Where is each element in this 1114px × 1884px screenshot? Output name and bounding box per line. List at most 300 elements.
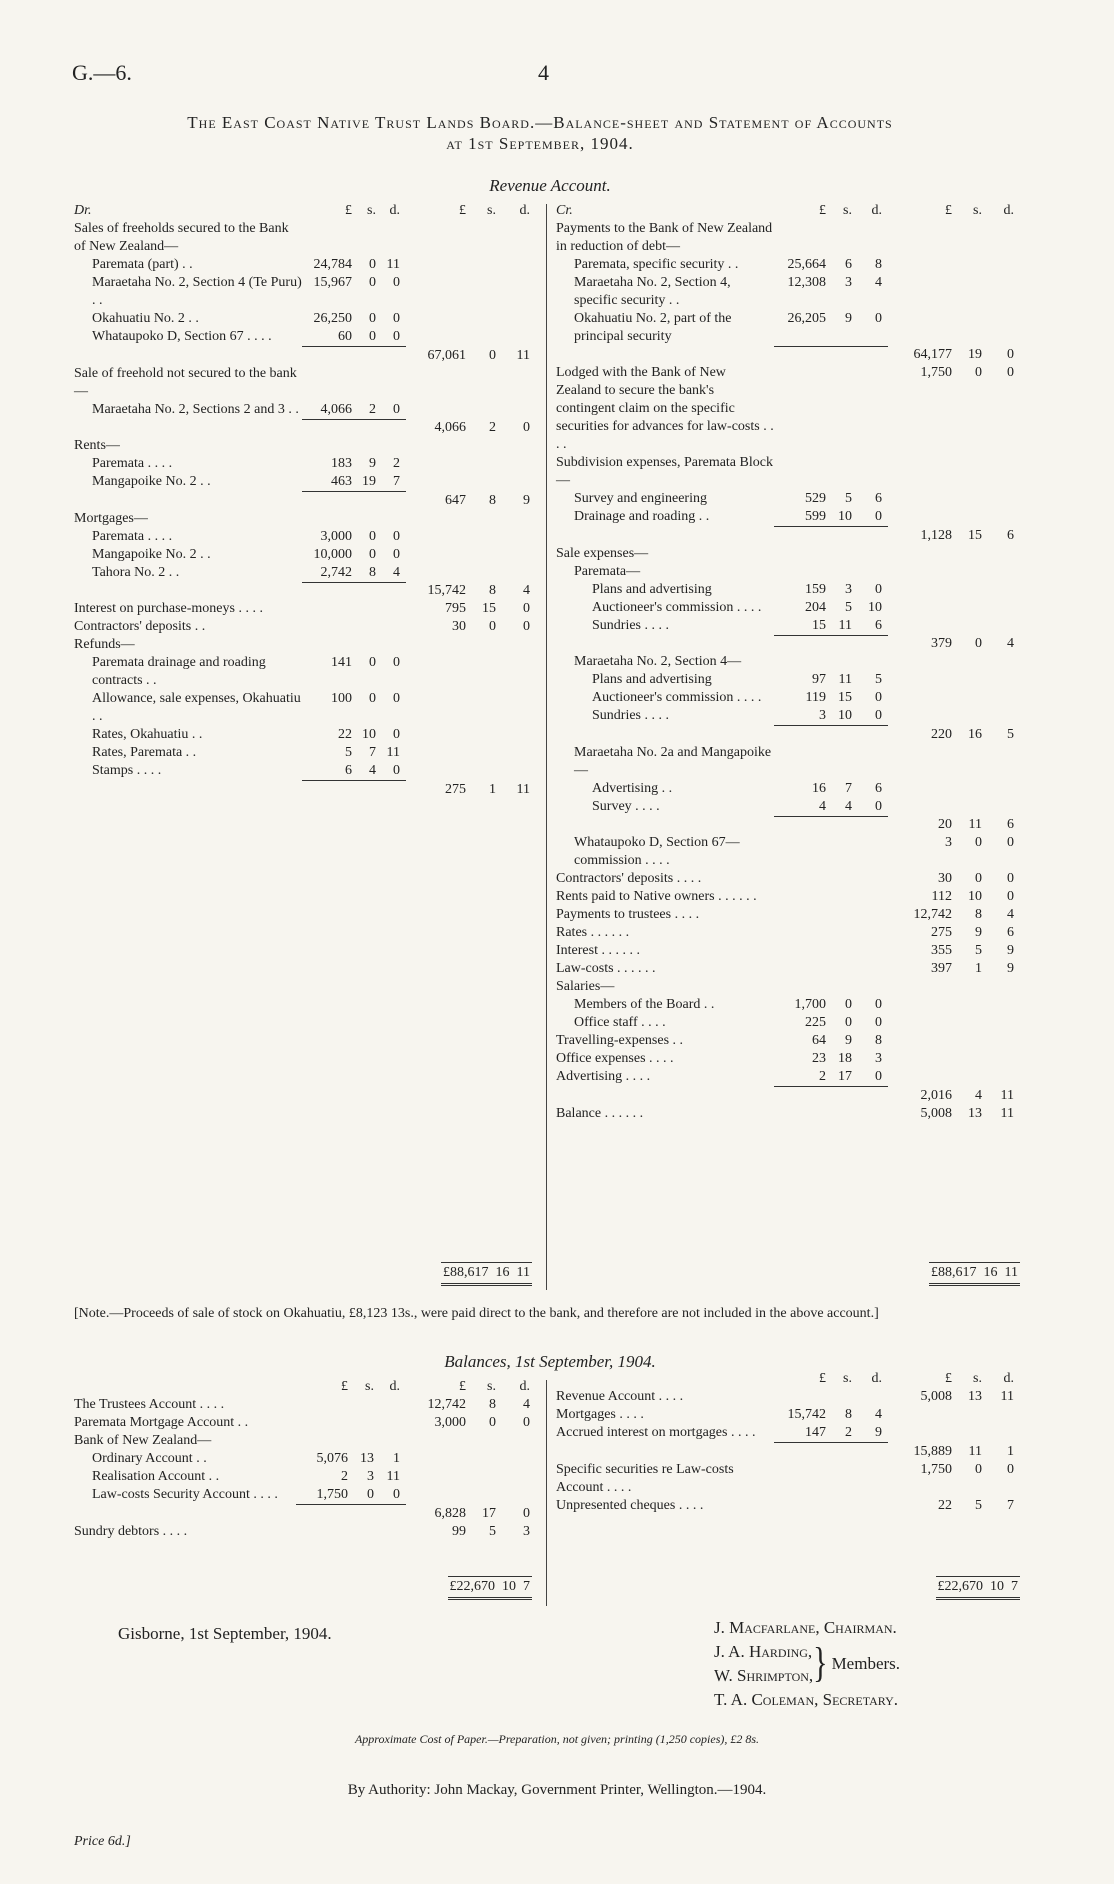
col-shillings: s. <box>973 203 982 218</box>
inner-amount: 1 <box>393 1451 400 1466</box>
inner-amount <box>858 906 888 924</box>
inner-amount <box>774 364 832 454</box>
outer-amount <box>888 798 958 817</box>
table-row <box>556 635 1020 653</box>
inner-amount <box>302 437 358 455</box>
table-row <box>556 310 1020 346</box>
inner-amount: 3,000 <box>320 528 352 544</box>
inner-amount <box>858 888 888 906</box>
table-row <box>74 401 536 420</box>
inner-amount <box>832 1105 858 1123</box>
table-row <box>74 528 536 546</box>
note-paragraph: [Note.—Proceeds of sale of stock on Okahuatiu, £8,123 13s., were paid direct to the bank, and therefore are not included in the above account.] <box>74 1306 879 1321</box>
signature-secretary: T. A. Coleman, Secretary. <box>714 1690 899 1709</box>
inner-amount <box>858 1105 888 1123</box>
inner-amount: 10 <box>362 727 376 742</box>
inner-amount: 4 <box>358 762 382 781</box>
outer-amount <box>502 437 536 455</box>
outer-amount: 220 <box>931 726 952 742</box>
inner-amount: 9 <box>832 310 858 346</box>
col-pence: d. <box>519 1379 530 1394</box>
inner-amount <box>774 653 832 671</box>
row-label: Mortgages . . . . <box>556 1407 644 1422</box>
row-label: Law-costs Security Account . . . . <box>92 1487 278 1502</box>
table-row <box>74 347 536 365</box>
table-row <box>74 510 536 528</box>
inner-amount <box>302 618 358 636</box>
outer-amount <box>988 581 1020 599</box>
inner-amount: 4 <box>832 798 858 817</box>
outer-amount <box>502 690 536 726</box>
inner-amount <box>858 1388 888 1406</box>
row-label: Maraetaha No. 2, Section 4— <box>574 654 742 669</box>
inner-amount <box>354 1414 380 1432</box>
outer-amount <box>406 1432 472 1450</box>
table-row <box>74 582 536 600</box>
table-row <box>556 726 1020 744</box>
table-row <box>556 744 1020 780</box>
row-label: Maraetaha No. 2, Sections 2 and 3 . . <box>92 401 299 417</box>
outer-amount <box>472 744 502 762</box>
row-label: Paremata . . . . <box>92 456 173 471</box>
outer-amount: 67,061 <box>427 347 466 363</box>
outer-amount: 4 <box>1007 636 1014 651</box>
inner-amount: 0 <box>369 257 376 272</box>
inner-amount <box>858 978 888 996</box>
row-label: Paremata . . . . <box>92 528 173 544</box>
table-row <box>74 1505 536 1523</box>
table-row <box>556 527 1020 545</box>
inner-amount <box>358 419 382 437</box>
inner-amount <box>832 1443 858 1461</box>
outer-amount <box>472 510 502 528</box>
outer-amount: 11 <box>516 781 530 797</box>
outer-amount <box>988 689 1020 707</box>
col-pence: d. <box>1003 1371 1014 1386</box>
inner-amount: 0 <box>393 311 400 326</box>
inner-amount <box>774 220 832 256</box>
inner-amount: 22 <box>338 727 352 742</box>
outer-amount: 2 <box>489 420 496 435</box>
outer-amount <box>502 1432 536 1450</box>
row-label: Rents— <box>74 438 120 453</box>
col-pound: £ <box>945 1371 952 1386</box>
table-row <box>556 454 1020 490</box>
inner-amount <box>774 635 832 653</box>
price: Price 6d.] <box>74 1834 131 1849</box>
inner-amount <box>382 636 406 654</box>
table-row <box>74 546 536 564</box>
outer-amount <box>888 780 958 798</box>
table-row <box>556 364 1020 454</box>
outer-amount <box>888 581 958 599</box>
outer-amount: 795 <box>445 601 466 616</box>
table-row <box>556 978 1020 996</box>
table-row <box>556 816 1020 834</box>
outer-amount <box>406 256 472 274</box>
outer-amount: 1 <box>975 961 982 976</box>
outer-amount <box>472 401 502 420</box>
row-label <box>556 816 774 834</box>
inner-amount: 10 <box>832 707 858 726</box>
table-row <box>556 653 1020 671</box>
inner-amount: 0 <box>875 581 882 597</box>
inner-amount <box>832 635 858 653</box>
outer-amount: 0 <box>975 636 982 651</box>
row-label: Mangapoike No. 2 . . <box>92 546 211 562</box>
outer-amount: 8 <box>489 1397 496 1412</box>
outer-amount: 22 <box>938 1497 952 1513</box>
inner-amount: 2 <box>358 401 382 420</box>
table-row <box>556 1388 1020 1406</box>
table-row <box>556 1461 1020 1497</box>
inner-amount <box>382 220 406 256</box>
inner-amount: 4,066 <box>302 401 358 420</box>
row-label: Auctioneer's commission . . . . <box>592 599 762 615</box>
row-label: Paremata drainage and roading contracts . . <box>92 655 266 688</box>
inner-amount: 0 <box>875 690 882 705</box>
inner-amount: 6 <box>875 780 882 796</box>
col-pound: £ <box>459 1379 466 1394</box>
table-row <box>74 1486 536 1505</box>
inner-amount: 141 <box>331 655 352 670</box>
inner-amount <box>832 346 858 364</box>
inner-amount: 11 <box>386 745 400 760</box>
outer-amount: 16 <box>968 726 982 742</box>
revenue-debit-side <box>74 202 536 799</box>
col-pound: £ <box>345 203 352 218</box>
inner-amount <box>358 600 382 618</box>
title-line-1: The East Coast Native Trust Lands Board.—Balance-sheet and Statement of Accounts <box>187 113 893 132</box>
inner-amount: 11 <box>386 1469 400 1484</box>
inner-amount: 0 <box>382 762 406 781</box>
inner-amount <box>832 942 858 960</box>
inner-amount: 8 <box>845 1407 852 1422</box>
outer-amount <box>958 978 988 996</box>
row-label: Advertising . . <box>592 780 673 796</box>
outer-amount: 17 <box>482 1505 496 1521</box>
row-label: Mangapoike No. 2 . . <box>92 474 211 489</box>
col-pence: d. <box>389 203 400 218</box>
title-line-2: at 1st September, 1904. <box>446 134 634 153</box>
inner-amount <box>858 942 888 960</box>
printer-authority: By Authority: John Mackay, Government Printer, Wellington.—1904. <box>347 1782 767 1798</box>
inner-amount <box>382 492 406 510</box>
inner-amount: 19 <box>358 473 382 492</box>
inner-amount: 3 <box>845 275 852 290</box>
outer-amount: 379 <box>931 636 952 651</box>
outer-amount: 1,128 <box>920 527 952 543</box>
total-pounds: £22,670 <box>937 1579 983 1594</box>
inner-amount <box>296 1414 354 1432</box>
outer-amount <box>958 220 988 256</box>
inner-amount <box>832 744 858 780</box>
col-shillings: s. <box>487 203 496 218</box>
row-label: Mortgages— <box>74 510 148 526</box>
outer-amount: 5 <box>1007 726 1014 742</box>
outer-amount <box>988 274 1020 310</box>
inner-amount: 12,308 <box>787 275 826 290</box>
outer-amount: 13 <box>968 1105 982 1121</box>
table-row <box>74 1396 536 1414</box>
balances-right-total <box>900 1576 1020 1600</box>
outer-amount <box>472 274 502 310</box>
outer-amount: 4 <box>975 1087 982 1103</box>
outer-amount: 5 <box>975 1497 982 1513</box>
outer-amount <box>472 256 502 274</box>
outer-amount: 0 <box>489 347 496 363</box>
outer-amount: 8 <box>975 907 982 922</box>
inner-amount <box>358 220 382 256</box>
inner-amount: 64 <box>812 1033 826 1048</box>
table-row <box>74 564 536 583</box>
outer-amount <box>406 220 472 256</box>
table-row <box>74 1468 536 1486</box>
outer-amount: 647 <box>445 492 466 508</box>
row-label: Rates, Paremata . . <box>92 745 197 760</box>
row-label: Sundries . . . . <box>592 617 669 633</box>
outer-amount: 0 <box>975 871 982 886</box>
inner-amount: 5 <box>845 491 852 506</box>
inner-amount <box>302 419 358 437</box>
outer-amount <box>958 780 988 798</box>
outer-amount: 3,000 <box>434 1415 466 1430</box>
col-pence: d. <box>519 203 530 218</box>
inner-amount <box>302 365 358 401</box>
outer-amount <box>406 310 472 328</box>
outer-amount: 0 <box>523 420 530 435</box>
inner-amount: 4 <box>875 1407 882 1422</box>
row-label: Travelling-expenses . . <box>556 1033 684 1048</box>
total-pence: 11 <box>516 1265 530 1280</box>
outer-amount <box>472 473 502 492</box>
inner-amount: 2 <box>393 456 400 471</box>
table-row <box>556 906 1020 924</box>
outer-amount: 6,828 <box>434 1505 466 1521</box>
inner-amount <box>358 510 382 528</box>
inner-amount <box>382 600 406 618</box>
outer-amount <box>502 365 536 401</box>
outer-amount: 0 <box>1007 889 1014 904</box>
table-row <box>74 274 536 310</box>
outer-amount <box>988 707 1020 726</box>
outer-amount <box>988 220 1020 256</box>
table-row <box>556 924 1020 942</box>
total-shillings: 16 <box>983 1265 998 1280</box>
total-shillings: 10 <box>990 1579 1004 1594</box>
outer-amount: 0 <box>489 619 496 634</box>
outer-amount <box>472 310 502 328</box>
outer-amount <box>406 744 472 762</box>
signature-chairman: J. Macfarlane, Chairman. <box>714 1618 897 1637</box>
inner-amount <box>774 834 832 870</box>
outer-amount <box>406 455 472 473</box>
outer-amount: 12,742 <box>913 907 952 922</box>
inner-amount <box>774 1461 832 1497</box>
inner-amount <box>774 744 832 780</box>
inner-amount <box>774 346 832 364</box>
inner-amount <box>774 870 832 888</box>
row-label: Paremata, specific security . . <box>574 257 739 272</box>
outer-amount: 5,008 <box>920 1105 952 1121</box>
outer-amount <box>958 454 988 490</box>
table-row <box>74 1414 536 1432</box>
outer-amount: 15,742 <box>427 583 466 598</box>
table-row <box>556 960 1020 978</box>
signature-member: W. Shrimpton, <box>714 1666 814 1685</box>
outer-amount <box>502 473 536 492</box>
inner-amount: 0 <box>393 655 400 670</box>
table-row <box>74 365 536 401</box>
inner-amount <box>354 1432 380 1450</box>
row-label: Ordinary Account . . <box>92 1451 207 1466</box>
inner-amount: 183 <box>331 456 352 471</box>
inner-amount <box>858 924 888 942</box>
signature-member: J. A. Harding, <box>714 1642 813 1661</box>
outer-amount <box>472 437 502 455</box>
outer-amount <box>958 310 988 346</box>
table-row <box>74 437 536 455</box>
row-label: Payments to the Bank of New Zealand in reduction of debt— <box>556 221 773 254</box>
outer-amount <box>958 545 988 563</box>
inner-amount: 16 <box>812 780 826 796</box>
inner-amount: 0 <box>369 311 376 326</box>
inner-amount <box>858 346 888 364</box>
outer-amount <box>406 1468 472 1486</box>
inner-amount <box>832 527 858 545</box>
table-row <box>556 220 1020 256</box>
outer-amount: 15,889 <box>913 1443 952 1459</box>
outer-amount: 2,016 <box>920 1087 952 1103</box>
outer-amount <box>406 510 472 528</box>
table-row <box>556 1105 1020 1123</box>
outer-amount <box>406 654 472 690</box>
inner-amount: 5,076 <box>316 1451 348 1466</box>
table-row <box>74 654 536 690</box>
inner-amount <box>380 1414 406 1432</box>
row-label: Subdivision expenses, Paremata Block— <box>556 455 773 488</box>
inner-amount: 8 <box>358 564 382 583</box>
outer-amount <box>988 798 1020 817</box>
outer-amount <box>988 617 1020 636</box>
inner-amount <box>858 364 888 454</box>
table-row <box>556 1443 1020 1461</box>
outer-amount: 1,750 <box>920 1461 952 1477</box>
outer-amount: 0 <box>523 619 530 634</box>
inner-amount <box>302 347 358 365</box>
outer-amount: 3 <box>945 835 952 850</box>
inner-amount <box>774 924 832 942</box>
table-row <box>556 274 1020 310</box>
inner-amount <box>858 744 888 780</box>
inner-amount: 0 <box>382 401 406 420</box>
outer-amount: 6 <box>1007 925 1014 940</box>
inner-amount <box>296 1396 354 1414</box>
outer-amount: 397 <box>931 961 952 976</box>
inner-amount <box>354 1523 380 1541</box>
outer-amount <box>888 996 958 1014</box>
table-row <box>74 781 536 799</box>
outer-amount: 0 <box>523 601 530 616</box>
outer-amount <box>888 1424 958 1443</box>
brace-symbol: } <box>813 1640 828 1687</box>
table-row <box>74 636 536 654</box>
row-label: Payments to trustees . . . . <box>556 907 700 922</box>
cost-of-paper <box>0 1732 1114 1747</box>
inner-amount <box>832 653 858 671</box>
inner-amount <box>832 978 858 996</box>
row-label: Sundries . . . . <box>592 708 669 723</box>
table-row <box>556 888 1020 906</box>
inner-amount <box>832 816 858 834</box>
inner-amount: 7 <box>369 745 376 760</box>
inner-amount <box>832 1497 858 1515</box>
row-label: Allowance, sale expenses, Okahuatiu . . <box>92 691 301 724</box>
table-row <box>74 256 536 274</box>
outer-amount: 0 <box>1007 347 1014 362</box>
outer-amount: 11 <box>968 1443 982 1459</box>
members-group <box>714 1640 900 1688</box>
row-label: Interest . . . . . . <box>556 943 640 958</box>
outer-amount <box>472 328 502 347</box>
inner-amount: 5 <box>845 599 852 615</box>
total-pence: 7 <box>1011 1579 1018 1594</box>
table-row <box>74 690 536 726</box>
inner-amount: 0 <box>369 691 376 706</box>
outer-amount: 0 <box>1007 835 1014 850</box>
outer-amount <box>888 689 958 707</box>
inner-amount <box>302 781 358 799</box>
outer-amount <box>406 473 472 492</box>
outer-amount: 0 <box>975 365 982 380</box>
inner-amount: 60 <box>302 328 358 347</box>
col-pound: £ <box>819 203 826 218</box>
outer-amount <box>988 996 1020 1014</box>
inner-amount: 26,205 <box>774 310 832 346</box>
inner-amount: 7 <box>845 780 852 796</box>
inner-amount <box>774 1497 832 1515</box>
outer-amount: 12,742 <box>427 1397 466 1412</box>
inner-amount: 2 <box>832 1424 858 1443</box>
row-label: Okahuatiu No. 2 . . <box>92 311 199 326</box>
inner-amount: 225 <box>805 1015 826 1030</box>
row-label: Contractors' deposits . . . . <box>556 871 702 886</box>
outer-amount <box>988 1068 1020 1087</box>
revenue-debit-total <box>420 1262 536 1286</box>
inner-amount: 13 <box>360 1451 374 1466</box>
inner-amount: 15 <box>774 617 832 636</box>
col-pound: £ <box>819 1371 826 1386</box>
col-shillings: s. <box>843 203 852 218</box>
table-row <box>556 617 1020 636</box>
outer-amount <box>958 490 988 508</box>
outer-amount <box>406 437 472 455</box>
table-row <box>556 689 1020 707</box>
inner-amount <box>858 960 888 978</box>
row-label: Auctioneer's commission . . . . <box>592 690 762 705</box>
inner-amount <box>354 1505 380 1523</box>
balances-right-table <box>556 1370 1020 1515</box>
outer-amount <box>988 1050 1020 1068</box>
row-label <box>556 1087 774 1105</box>
inner-amount: 0 <box>393 528 400 544</box>
row-label: Survey . . . . <box>592 798 660 814</box>
outer-amount: 5 <box>489 1523 496 1539</box>
outer-amount <box>502 636 536 654</box>
table-row <box>74 744 536 762</box>
row-label: Lodged with the Bank of New Zealand to secure the bank's contingent claim on the specific securities for advances for law-costs . . . . <box>556 365 774 452</box>
total-shillings: 16 <box>495 1265 510 1280</box>
